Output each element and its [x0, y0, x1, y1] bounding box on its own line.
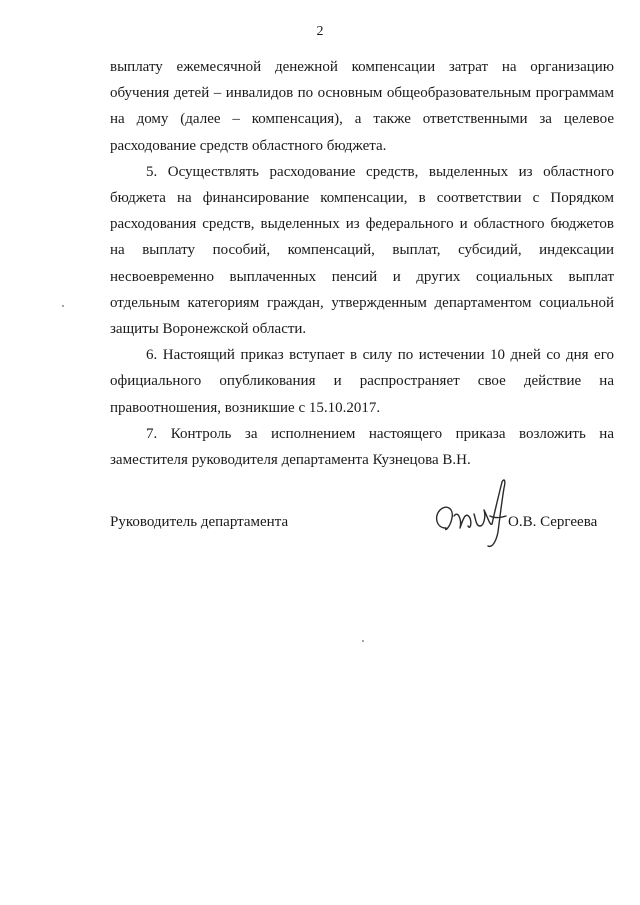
paragraph-continuation: выплату ежемесячной денежной компенсации затрат на организацию обучения детей – инвалидов по основным общеобразовательным программам на дому (далее – компенсация), а также ответственными за целевое расходование средств областного бюджета.	[110, 59, 614, 154]
page-number: 2	[316, 24, 324, 39]
document-body	[110, 54, 614, 473]
handwritten-signature	[430, 476, 520, 559]
scan-speck	[362, 640, 364, 642]
paragraph-item-5: 5. Осуществлять расходование средств, выделенных из областного бюджета на финансирование компенсации, в соответствии с Порядком расходования средств, выделенных из федерального и областного бюджетов на выплату пособий, компенсаций, выплат, субсидий, индексации несвоевременно выплаченных пенсий и других социальных выплат отдельным категориям граждан, утвержденным департаментом социальной защиты Воронежской области.	[110, 163, 614, 338]
scan-speck	[62, 305, 64, 307]
paragraph-item-6: 6. Настоящий приказ вступает в силу по истечении 10 дней со дня его официального опубликования и распространяет свое действие на правоотношения, возникшие с 15.10.2017.	[110, 347, 614, 416]
signatory-name: О.В. Сергеева	[508, 514, 598, 530]
signatory-position: Руководитель департамента	[110, 514, 289, 530]
paragraph-item-7: 7. Контроль за исполнением настоящего приказа возложить на заместителя руководителя департамента Кузнецова В.Н.	[110, 425, 614, 469]
